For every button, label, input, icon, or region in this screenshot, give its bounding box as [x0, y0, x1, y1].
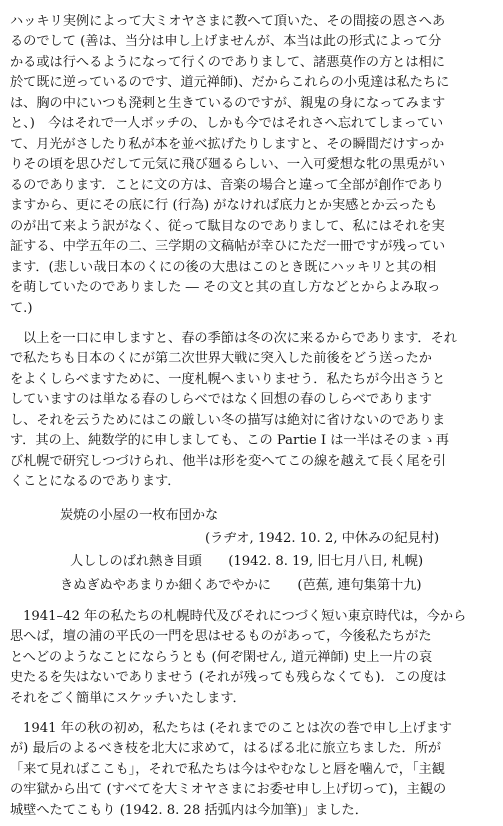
text-line: 史たるを失はないでありませう (それが残っても残らなくても)．この度は: [10, 670, 447, 685]
verse-line: きぬぎぬやあまりか細くあでやかに (芭蕉, 連句集第十九): [60, 578, 422, 593]
text-line: それをごく簡単にスケッチいたします．: [10, 691, 246, 706]
text-line: 「来て見ればここも」，それで私たちは今はやむなしと唇を噛んで，「主観: [10, 762, 445, 777]
text-line: 城壁へたてこもり (1942. 8. 28 括弧内は今加筆)」ました．: [10, 803, 368, 818]
text-line: 1941–42 年の私たちの札幌時代及びそれにつづく短い東京時代は，今から: [23, 609, 467, 624]
text-line: していますのは単なる春のしらべではなく回想の春のしらべであります: [10, 392, 432, 407]
text-line: と、) 今はそれで一人ボッチの、しかも今ではそれさへ忘れてしまってい: [10, 116, 444, 131]
text-line: 以上を一口に申しますと、春の季節は冬の次に来るからであります．それ: [23, 331, 457, 346]
text-line: ますから、更にその底に行 (行為) がなければ底力とか実感とか云ったも: [10, 198, 438, 213]
text-line: は、胸の中にいつも溌剌と生きているのですが、親鬼の身になってみます: [10, 96, 446, 111]
text-line: て.): [10, 301, 33, 316]
text-line: くことになるのであります．: [10, 474, 181, 489]
text-line: び札幌で研究しつづけられ、他半は形を変へてこの線を越えて長く尾を引: [10, 454, 446, 469]
text-line: のが出て来よう訳がなく、従って駄目なのでありまして、私にはそれを実: [10, 219, 445, 234]
text-line: るのでして (善は、当分は申し上げませんが、本当は此の形式によって分: [10, 34, 442, 49]
text-line: 思へば，壇の浦の平氏の一門を思はせるものがあって，今後私たちがた: [10, 629, 432, 644]
text-line: ハッキリ実例によって大ミオヤさまに教へて頂いた、その間接の恩さへあ: [10, 14, 446, 29]
text-line: し、それを云うためにはこの厳しい冬の描写は絶対に省けないのでありま: [10, 413, 446, 428]
text-line: 証する、中学五年の二、三学期の文稿帖が幸ひにただ一冊ですが残ってい: [10, 239, 446, 254]
text-line: ます．(悲しい哉日本のくにの後の大患はこのとき既にハッキリと其の相: [10, 260, 437, 275]
text-line: とへどのようなことにならうとも (何ぞ閑せん, 道元禅師) 史上一片の哀: [10, 650, 433, 665]
text-line: て、月光がさしたり私が本を並べ拡げたりしますと、その瞬間だけすっか: [10, 137, 445, 152]
text-line: るのであります．ことに文の方は、音楽の場合と違って全部が創作であり: [10, 178, 445, 193]
text-line: が) 最后のよるべき枝を北大に求めて，はるばる北に旅立ちました．所が: [10, 741, 442, 756]
verse-citation: (ラヂオ, 1942. 10. 2, 中休みの紀見村): [205, 531, 440, 546]
text-line: を萌していたのでありました ― その文と其の直し方などとからよみ取っ: [10, 280, 441, 295]
verse-line: 炭焼の小屋の一枚布団かな: [60, 508, 219, 523]
text-line: 於て既に逆っているのです、道元禅師)、だからこれらの小兎達は私たちに: [10, 75, 450, 90]
verse-line: 人ししのばれ熱き目頭 (1942. 8. 19, 旧七月八日, 札幌): [70, 554, 424, 569]
text-line: かる或は行へるようになって行くのでありまして、諸悪莫作の方とは相に: [10, 55, 445, 70]
text-line: 1941 年の秋の初め，私たちは (それまでのことは次の巻で申し上げます: [23, 721, 452, 736]
text-line: の牢獄から出て (すべてを大ミオヤさまにお委せ申し上げ切って)，主観の: [10, 782, 447, 797]
text-line: をよくしらべますために、一度札幌へまいりませう．私たちが今出さうと: [10, 372, 446, 387]
text-line: で私たちも日本のくにが第二次世界大戦に突入した前後をどう送ったか: [10, 351, 432, 366]
text-line: りその頃を思ひだして元気に飛び廻るらしい、一入可愛想な牝の黒兎がい: [10, 157, 446, 172]
text-line: す．其の上、純数学的に申しましても、この Partie I は一半はそのまゝ再: [10, 433, 449, 448]
